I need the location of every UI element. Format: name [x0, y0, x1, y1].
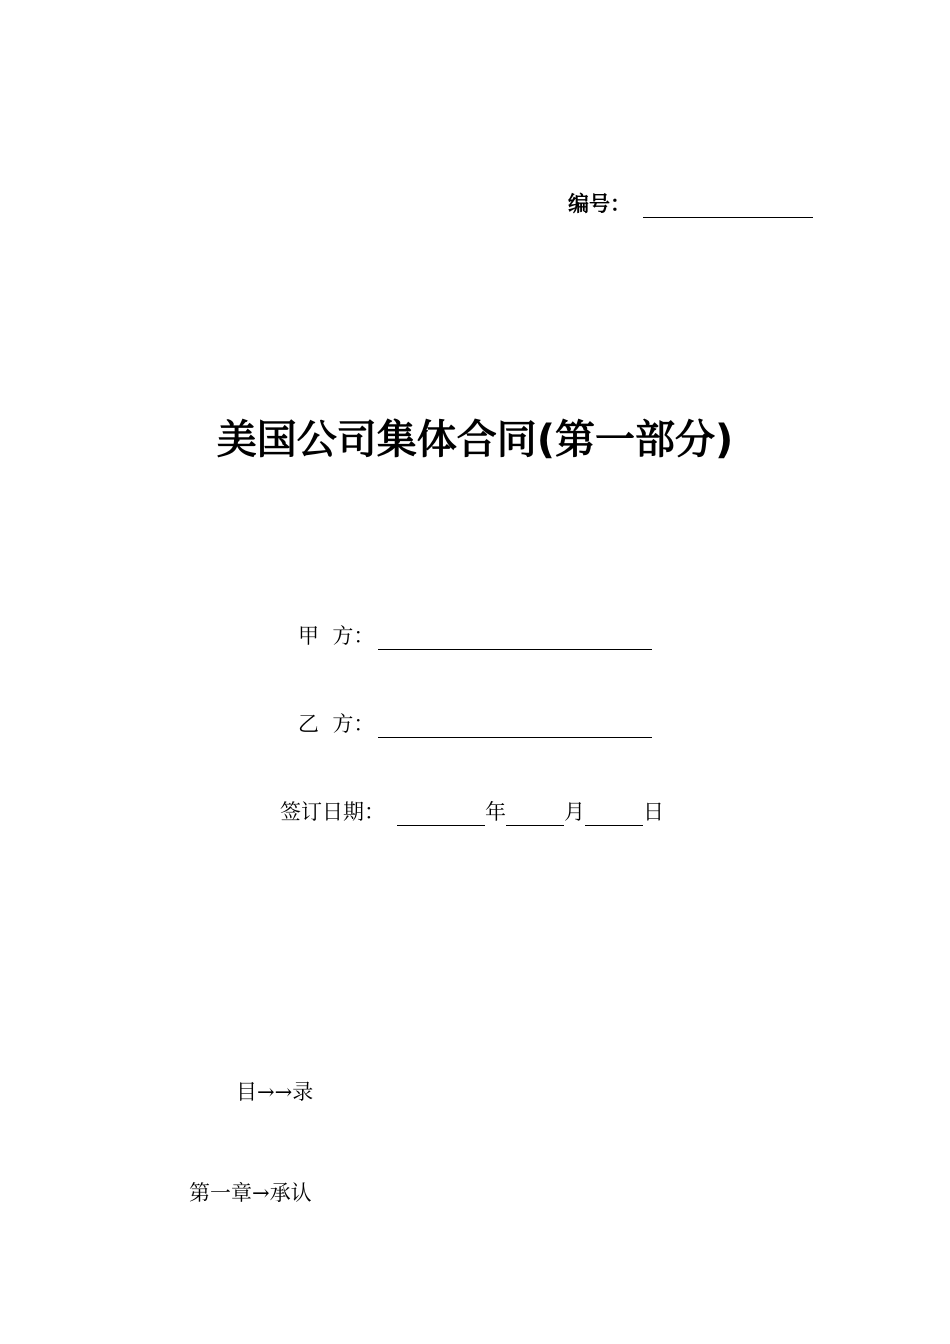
toc-heading: 目→→录 [236, 1080, 314, 1104]
serial-number-label: 编号： [568, 192, 631, 216]
party-b-blank [378, 715, 652, 738]
month-blank [506, 803, 564, 826]
year-label: 年 [485, 800, 506, 824]
year-blank [397, 803, 485, 826]
signing-date-label: 签订日期： [280, 800, 385, 824]
chapter-1-heading: 第一章→承认 [189, 1181, 312, 1205]
party-a-row [298, 620, 652, 650]
signing-date-row [280, 796, 664, 826]
party-a-label: 甲 方： [298, 624, 375, 648]
party-b-row [298, 708, 652, 738]
document-title: 美国公司集体合同(第一部分) [216, 417, 734, 463]
day-label: 日 [643, 800, 664, 824]
party-b-label: 乙 方： [298, 712, 375, 736]
day-blank [585, 803, 643, 826]
serial-number-blank [643, 193, 813, 218]
month-label: 月 [564, 800, 585, 824]
party-a-blank [378, 627, 652, 650]
serial-number-row [568, 188, 813, 218]
